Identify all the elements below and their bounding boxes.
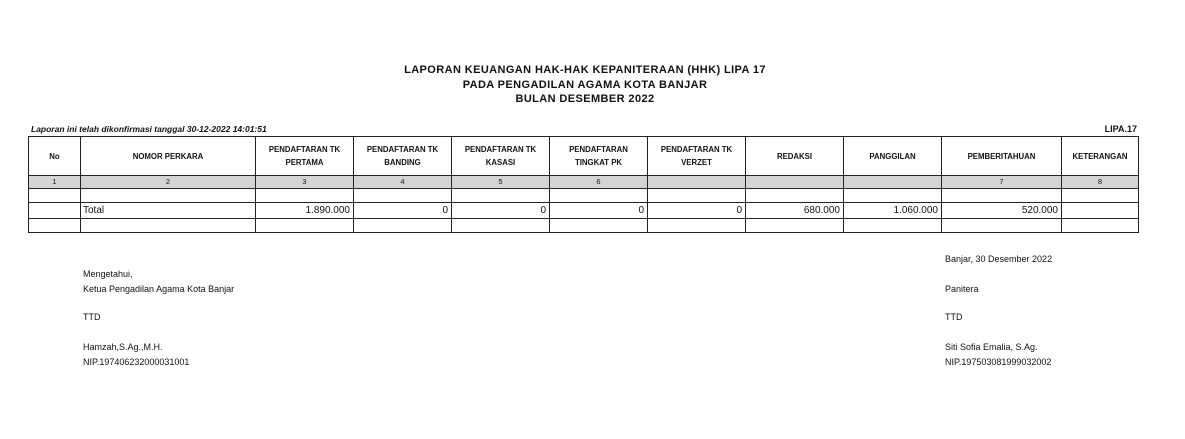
column-number bbox=[648, 176, 746, 189]
header-redaksi: REDAKSI bbox=[746, 137, 844, 176]
report-title bbox=[0, 63, 1170, 107]
header-pendaftaran-verzet: PENDAFTARAN TK VERZET bbox=[648, 137, 746, 176]
signature-right-nip: NIP.197503081999032002 bbox=[945, 357, 1052, 367]
blank-row bbox=[29, 189, 1139, 203]
total-pendaftaran-pk: 0 bbox=[550, 203, 648, 219]
total-panggilan: 1.060.000 bbox=[844, 203, 942, 219]
header-row bbox=[29, 137, 1139, 176]
signature-left-ttd: TTD bbox=[83, 312, 101, 322]
column-number bbox=[844, 176, 942, 189]
total-pendaftaran-verzet: 0 bbox=[648, 203, 746, 219]
column-number: 3 bbox=[256, 176, 354, 189]
total-label: Total bbox=[81, 203, 256, 219]
signature-right-name: Siti Sofia Emalia, S.Ag. bbox=[945, 342, 1038, 352]
signature-right-place-date: Banjar, 30 Desember 2022 bbox=[945, 254, 1053, 264]
title-line-2: PADA PENGADILAN AGAMA KOTA BANJAR bbox=[462, 78, 708, 91]
column-number bbox=[746, 176, 844, 189]
header-keterangan: KETERANGAN bbox=[1062, 137, 1139, 176]
header-pendaftaran-kasasi: PENDAFTARAN TK KASASI bbox=[452, 137, 550, 176]
title-line-3: BULAN DESEMBER 2022 bbox=[515, 93, 655, 105]
header-pendaftaran-pertama: PENDAFTARAN TK PERTAMA bbox=[256, 137, 354, 176]
signature-left-nip: NIP.197406232000031001 bbox=[83, 357, 190, 367]
signature-left-line2: Ketua Pengadilan Agama Kota Banjar bbox=[83, 284, 235, 294]
header-pemberitahuan: PEMBERITAHUAN bbox=[942, 137, 1062, 176]
header-pendaftaran-banding: PENDAFTARAN TK BANDING bbox=[354, 137, 452, 176]
signature-right-ttd: TTD bbox=[945, 312, 963, 322]
confirmation-note: Laporan ini telah dikonfirmasi tanggal 30-12-2022 14:01:51 bbox=[31, 124, 267, 134]
signature-left-line1: Mengetahui, bbox=[83, 269, 133, 279]
total-pendaftaran-pertama: 1.890.000 bbox=[256, 203, 354, 219]
total-cell bbox=[29, 203, 81, 219]
column-number: 4 bbox=[354, 176, 452, 189]
column-number: 2 bbox=[81, 176, 256, 189]
total-pendaftaran-kasasi: 0 bbox=[452, 203, 550, 219]
signature-left-name: Hamzah,S.Ag.,M.H. bbox=[83, 342, 163, 352]
column-number-row bbox=[29, 176, 1139, 189]
column-number: 7 bbox=[942, 176, 1062, 189]
header-panggilan: PANGGILAN bbox=[844, 137, 942, 176]
column-number: 8 bbox=[1062, 176, 1139, 189]
total-pemberitahuan: 520.000 bbox=[942, 203, 1062, 219]
header-pendaftaran-pk: PENDAFTARAN TINGKAT PK bbox=[550, 137, 648, 176]
signature-right-role: Panitera bbox=[945, 284, 979, 294]
total-pendaftaran-banding: 0 bbox=[354, 203, 452, 219]
total-row bbox=[29, 203, 1139, 219]
title-line-1: LAPORAN KEUANGAN HAK-HAK KEPANITERAAN (HHK) LIPA 17 bbox=[404, 64, 766, 76]
report-table bbox=[28, 136, 1139, 233]
column-number: 1 bbox=[29, 176, 81, 189]
column-number: 5 bbox=[452, 176, 550, 189]
total-keterangan bbox=[1062, 203, 1139, 219]
total-redaksi: 680.000 bbox=[746, 203, 844, 219]
column-number: 6 bbox=[550, 176, 648, 189]
form-code: LIPA.17 bbox=[1104, 124, 1137, 134]
header-nomor-perkara: NOMOR PERKARA bbox=[81, 137, 256, 176]
header-no: No bbox=[29, 137, 81, 176]
blank-row bbox=[29, 219, 1139, 233]
